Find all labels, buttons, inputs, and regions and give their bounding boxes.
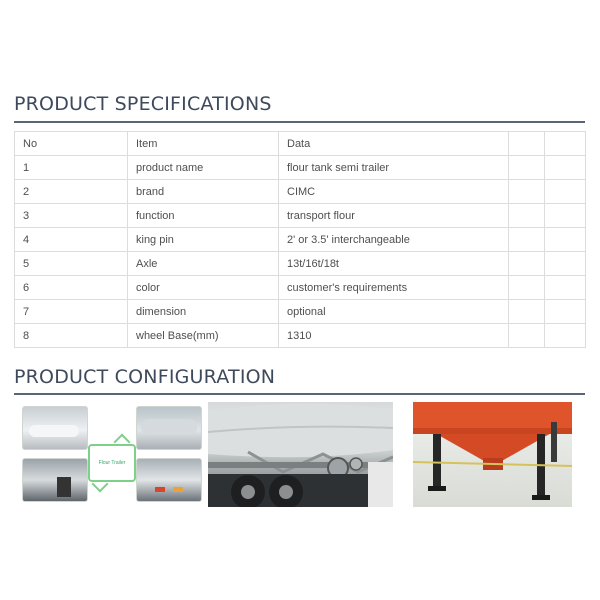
row-empty-cell — [545, 252, 586, 276]
configuration-divider — [14, 393, 585, 395]
header-empty-cell — [509, 132, 545, 156]
tank-trailer-illustration — [208, 402, 393, 507]
table-row — [15, 204, 586, 228]
table-row — [15, 276, 586, 300]
table-row — [15, 180, 586, 204]
row-empty-cell — [545, 228, 586, 252]
row-data-cell: 2' or 3.5' interchangeable — [279, 228, 509, 252]
row-empty-cell — [509, 300, 545, 324]
tank-interior-thumbnail — [136, 406, 202, 450]
row-data-cell: transport flour — [279, 204, 509, 228]
header-empty-cell — [545, 132, 586, 156]
row-item-cell: dimension — [128, 300, 279, 324]
row-no-cell: 3 — [15, 204, 128, 228]
row-empty-cell — [545, 324, 586, 348]
row-no-cell: 2 — [15, 180, 128, 204]
row-empty-cell — [545, 156, 586, 180]
landing-legs-illustration — [413, 402, 572, 507]
row-item-cell: function — [128, 204, 279, 228]
configuration-title: PRODUCT CONFIGURATION — [14, 366, 276, 388]
chassis-thumbnail — [22, 458, 88, 502]
header-data: Data — [279, 132, 509, 156]
table-header-row — [15, 132, 586, 156]
row-data-cell: 13t/16t/18t — [279, 252, 509, 276]
row-item-cell: Axle — [128, 252, 279, 276]
table-row — [15, 324, 586, 348]
row-item-cell: king pin — [128, 228, 279, 252]
row-data-cell: optional — [279, 300, 509, 324]
specifications-table — [14, 131, 586, 348]
header-no: No — [15, 132, 128, 156]
row-empty-cell — [545, 300, 586, 324]
row-empty-cell — [509, 180, 545, 204]
product-collage-image — [18, 404, 202, 508]
row-empty-cell — [509, 252, 545, 276]
table-row — [15, 156, 586, 180]
table-row — [15, 228, 586, 252]
row-no-cell: 1 — [15, 156, 128, 180]
row-no-cell: 6 — [15, 276, 128, 300]
row-empty-cell — [545, 180, 586, 204]
flow-label-box: Flour Trailer — [88, 444, 136, 482]
row-empty-cell — [509, 228, 545, 252]
row-empty-cell — [545, 204, 586, 228]
row-data-cell: flour tank semi trailer — [279, 156, 509, 180]
table-row — [15, 252, 586, 276]
row-no-cell: 8 — [15, 324, 128, 348]
table-row — [15, 300, 586, 324]
factory-interior-thumbnail — [22, 406, 88, 450]
row-data-cell: 1310 — [279, 324, 509, 348]
row-empty-cell — [545, 276, 586, 300]
rear-lights-thumbnail — [136, 458, 202, 502]
silver-tank-trailer-image — [208, 402, 393, 507]
row-empty-cell — [509, 204, 545, 228]
specifications-title: PRODUCT SPECIFICATIONS — [14, 93, 272, 115]
row-item-cell: product name — [128, 156, 279, 180]
row-no-cell: 7 — [15, 300, 128, 324]
row-no-cell: 5 — [15, 252, 128, 276]
orange-trailer-legs-image — [413, 402, 572, 507]
row-item-cell: brand — [128, 180, 279, 204]
row-empty-cell — [509, 324, 545, 348]
row-item-cell: wheel Base(mm) — [128, 324, 279, 348]
row-item-cell: color — [128, 276, 279, 300]
row-data-cell: CIMC — [279, 180, 509, 204]
row-empty-cell — [509, 156, 545, 180]
specifications-divider — [14, 121, 585, 123]
row-empty-cell — [509, 276, 545, 300]
header-item: Item — [128, 132, 279, 156]
row-data-cell: customer's requirements — [279, 276, 509, 300]
row-no-cell: 4 — [15, 228, 128, 252]
